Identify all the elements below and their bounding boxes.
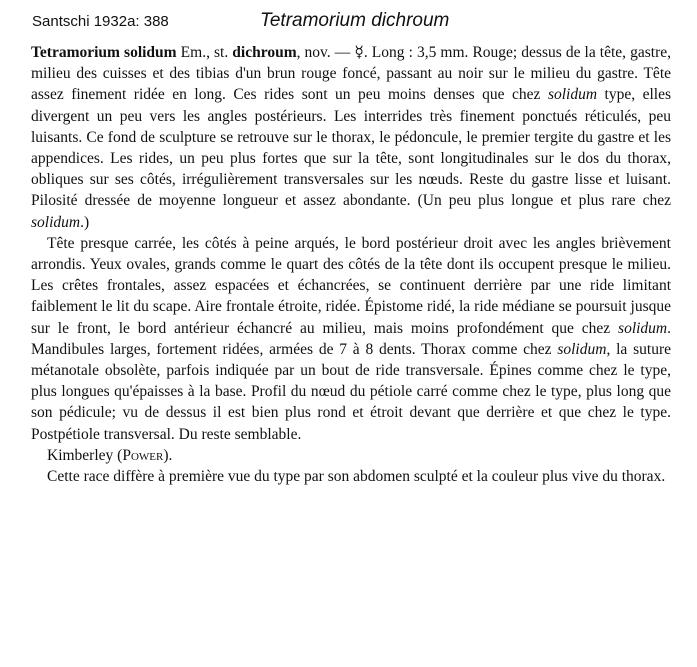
text-run: Em., st. [176,44,233,61]
text-run: . Mandibules larges, fortement ridées, armées de 7 à 8 dents. Thorax comme chez [31,319,671,358]
subspecies-name: dichroum [232,44,297,61]
text-run: Tête presque carrée, les côtés à peine arqués, le bord postérieur droit avec les angles brièvement arrondis. Yeux ovales, grands comme le quart des côtés de la tête dont ils occupent presque le milieu. Les crêtes frontales, assez espacées et échancrées, se continuent derrière par une ride limitant faiblement le lit du scape. Aire frontale étroite, ridée. Épistome ridé, la ride médiane se poursuit jusque sur le front, le bord antérieur échancré au milieu, mais moins profondément que chez [31,234,671,337]
italic-term: solidum [547,86,598,104]
text-run: Cette race diffère à première vue du type par son abdomen sculpté et la couleur plus vive du thorax. [47,468,666,486]
citation-reference: Santschi 1932a: 388 [32,13,169,30]
italic-term: solidum [557,340,607,358]
italic-term: solidum [31,213,81,231]
text-run: Kimberley ( [47,446,123,464]
description-text [31,42,671,487]
text-run: , la suture métanotale obsolète, parfois indiquée par un bout de ride transversale. Épines comme chez le type, plus longues qu'épaisses à la base. Profil du nœud du pétiole carré comme chez le type, plus long que son pédicule; vu de dessus il est bien plus rond et étroit devant que derrière et que chez le type. Postpétiole transversal. Du reste semblable. [31,340,671,443]
species-name: Tetramorium solidum [31,44,177,61]
text-run: ). [163,446,173,464]
text-run: , nov. — ☿. Long : 3,5 mm. Rouge; dessus de la tête, gastre, milieu des cuisses et des tibias d'un brun rouge foncé, passant au noir sur le milieu du gastre. Tête assez finement ridée en long. Ces rides sont un peu moins denses que chez [31,44,671,104]
text-run: .) [80,213,90,231]
text-run: type, elles divergent un peu vers les angles postérieurs. Les interrides très finement ponctués réticulés, peu luisants. Ce fond de sculpture se retrouve sur le thorax, le pédoncule, le premier tergite du gastre et les appendices. Les rides, un peu plus fortes que sur la tête, sont longitudinales sur le dos du thorax, obliques sur ses côtés, irrégulièrement transversales sur les nœuds. Reste du gastre lisse et luisant. Pilosité dressée de moyenne longueur et assez abondante. (Un peu plus longue et plus rare chez [31,86,671,210]
italic-term: solidum [618,319,668,337]
species-heading: Tetramorium dichroum [260,10,450,31]
paragraph-locality [31,445,671,466]
paragraph-morphology [31,233,671,445]
paragraph-description [31,42,671,233]
collector-name: Power [122,446,164,464]
paragraph-remark [31,466,671,487]
